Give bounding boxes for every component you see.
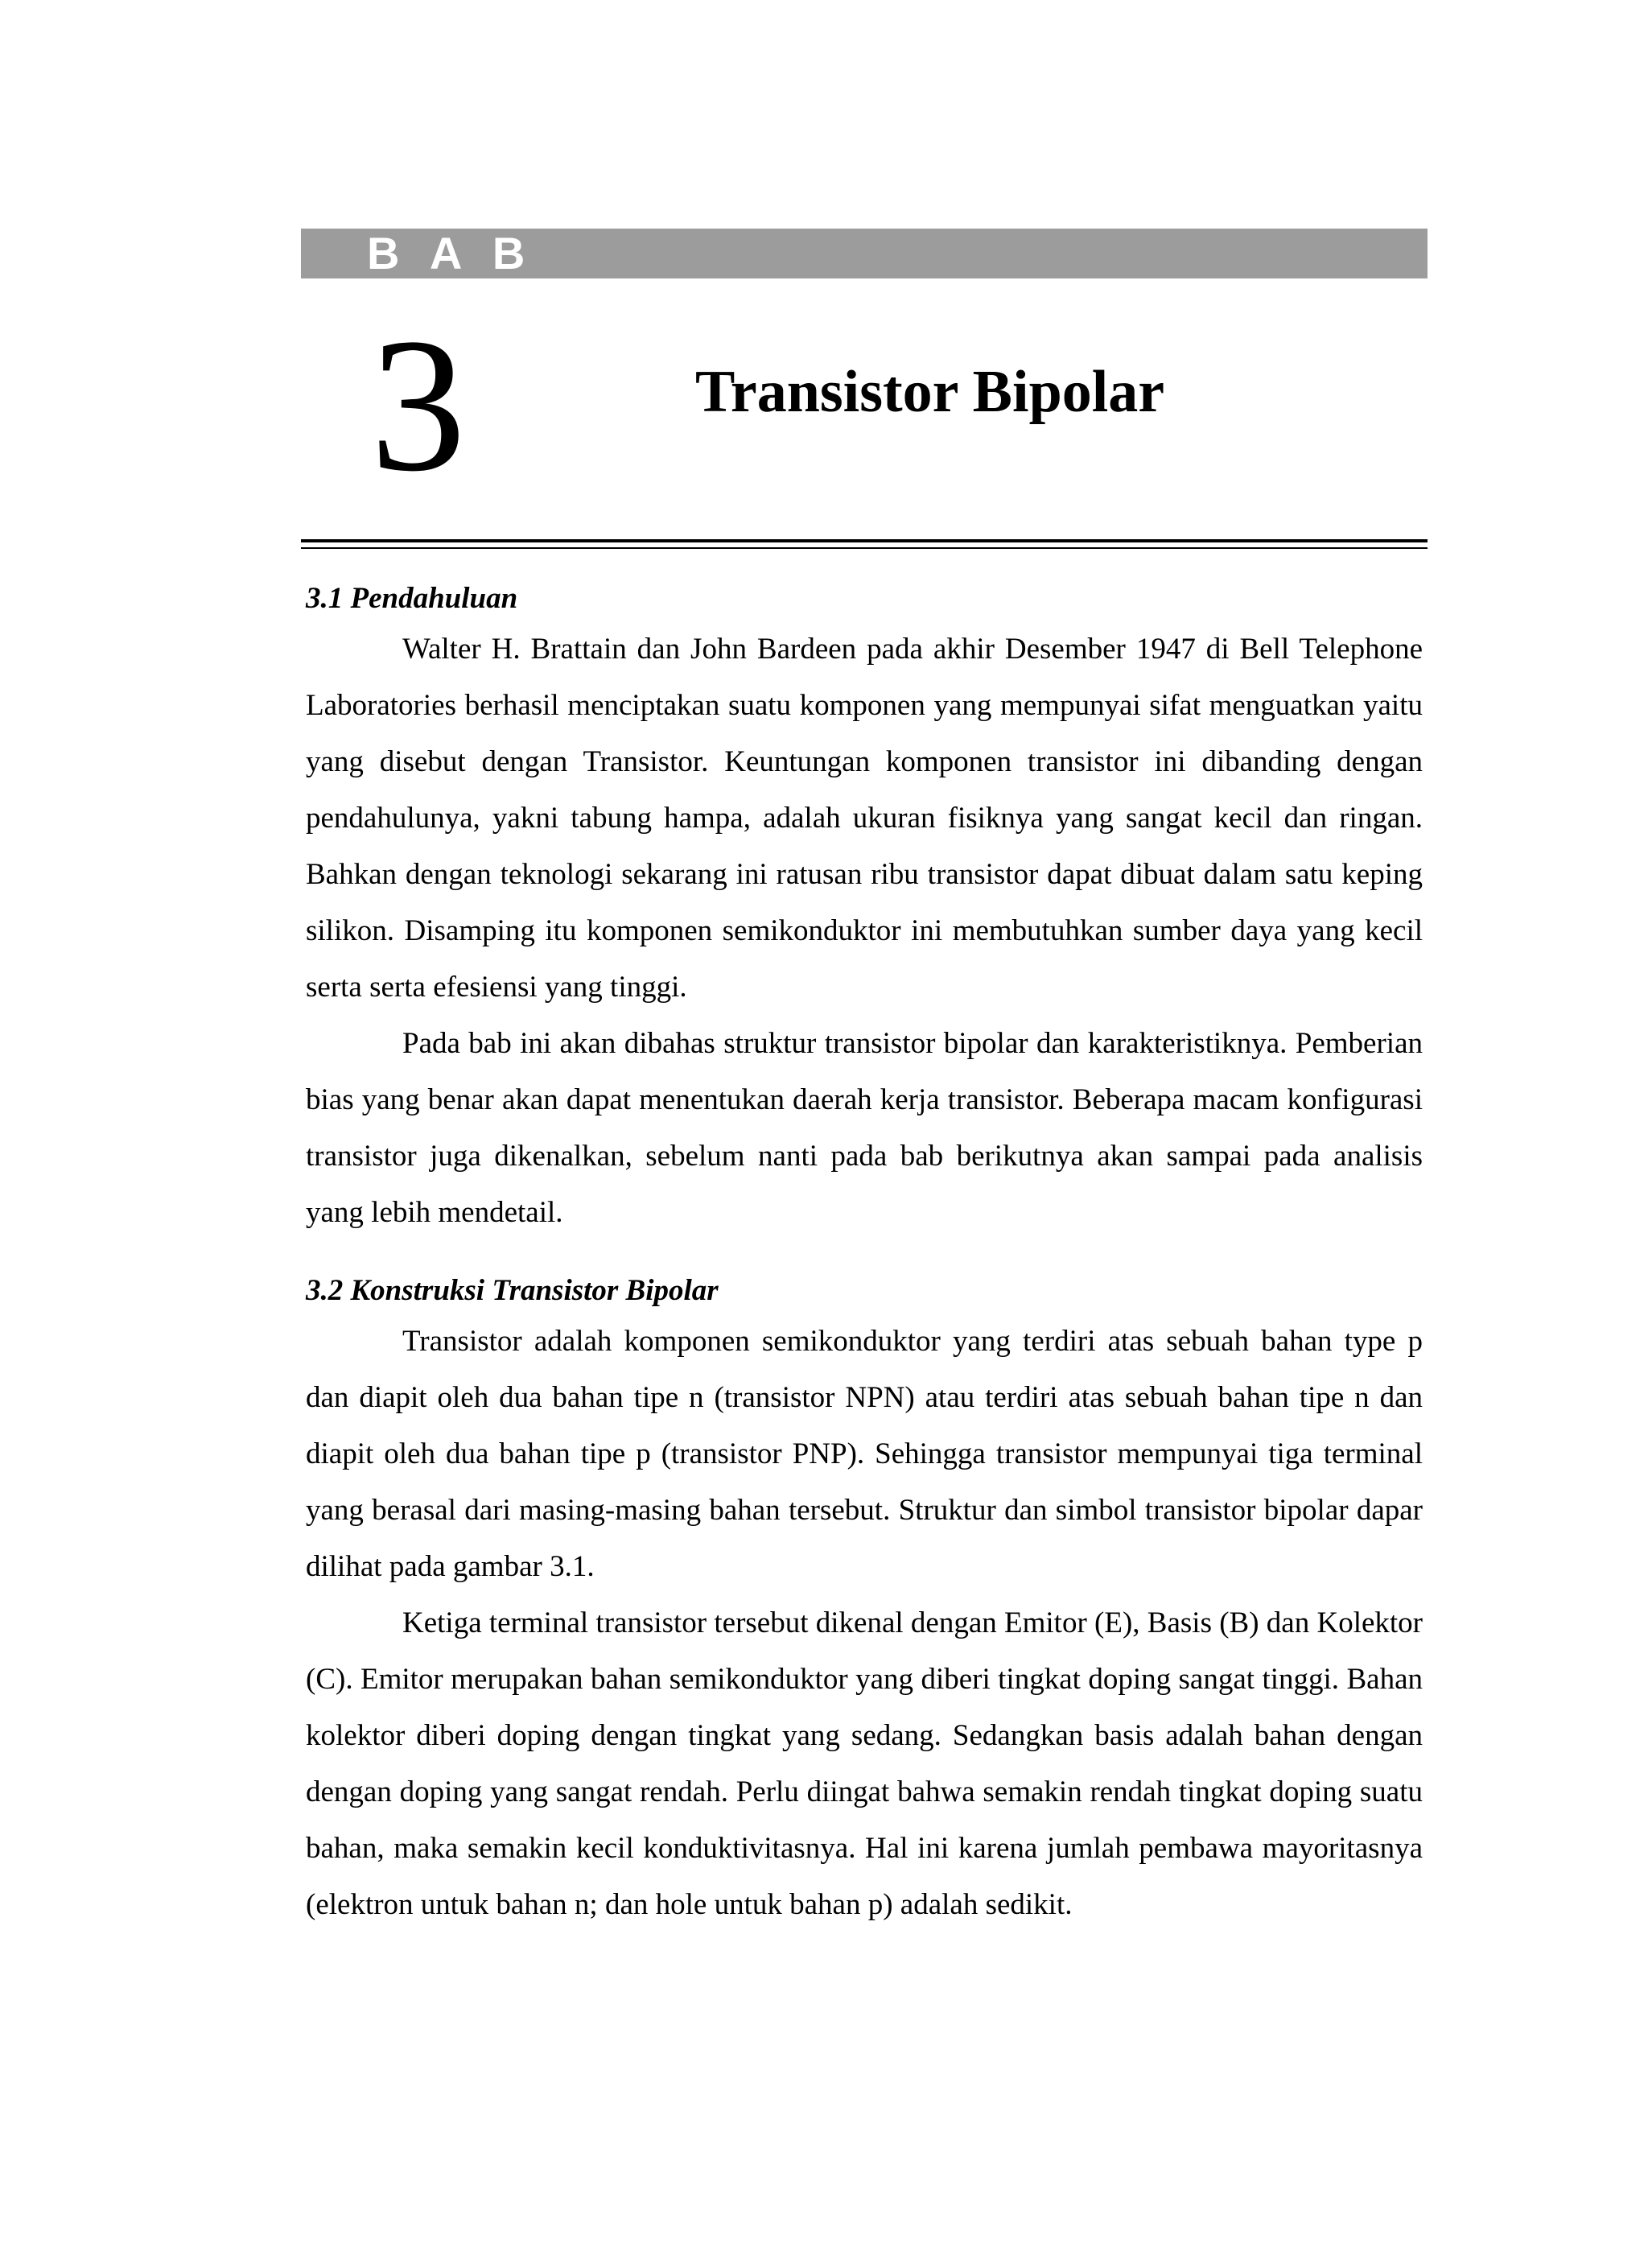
paragraph: Pada bab ini akan dibahas struktur transistor bipolar dan karakteristiknya. Pemberian bias yang benar akan dapat menentukan daerah kerja transistor. Beberapa macam konfigurasi transistor juga dikenalkan, sebelum nanti pada bab berikutnya akan sampai pada analisis yang lebih mendetail. — [306, 1027, 1423, 1229]
title-divider-thick — [301, 539, 1428, 542]
title-divider-thin — [301, 547, 1428, 549]
section-heading: 3.1 Pendahuluan — [306, 582, 518, 615]
section-pendahuluan — [306, 576, 1423, 1241]
paragraph: Ketiga terminal transistor tersebut dikenal dengan Emitor (E), Basis (B) dan Kolektor (C). Emitor merupakan bahan semikonduktor yang diberi tingkat doping sangat tinggi. Bahan kolektor diberi doping dengan tingkat yang sedang. Sedangkan basis adalah bahan dengan dengan doping yang sangat rendah. Perlu diingat bahwa semakin rendah tingkat doping suatu bahan, maka semakin kecil konduktivitasnya. Hal ini karena jumlah pembawa mayoritasnya (elektron untuk bahan n; dan hole untuk bahan p) adalah sedikit. — [306, 1606, 1423, 1921]
chapter-label: B A B — [367, 228, 535, 278]
chapter-banner — [301, 229, 1428, 278]
paragraph: Transistor adalah komponen semikonduktor yang terdiri atas sebuah bahan type p dan diapit oleh dua bahan tipe n (transistor NPN) atau terdiri atas sebuah bahan tipe n dan diapit oleh dua bahan tipe p (transistor PNP). Sehingga transistor mempunyai tiga terminal yang berasal dari masing-masing bahan tersebut. Struktur dan simbol transistor bipolar dapar dilihat pada gambar 3.1. — [306, 1325, 1423, 1583]
section-spacer — [306, 1241, 1423, 1268]
chapter-title: Transistor Bipolar — [695, 359, 1165, 425]
chapter-number: 3 — [370, 299, 466, 511]
document-body — [306, 576, 1423, 1933]
section-heading: 3.2 Konstruksi Transistor Bipolar — [306, 1274, 719, 1307]
section-konstruksi — [306, 1268, 1423, 1933]
paragraph: Walter H. Brattain dan John Bardeen pada akhir Desember 1947 di Bell Telephone Laboratories berhasil menciptakan suatu komponen yang mempunyai sifat menguatkan yaitu yang disebut dengan Transistor. Keuntungan komponen transistor ini dibanding dengan pendahulunya, yakni tabung hampa, adalah ukuran fisiknya yang sangat kecil dan ringan. Bahkan dengan teknologi sekarang ini ratusan ribu transistor dapat dibuat dalam satu keping silikon. Disamping itu komponen semikonduktor ini membutuhkan sumber daya yang kecil serta serta efesiensi yang tinggi. — [306, 633, 1423, 1004]
